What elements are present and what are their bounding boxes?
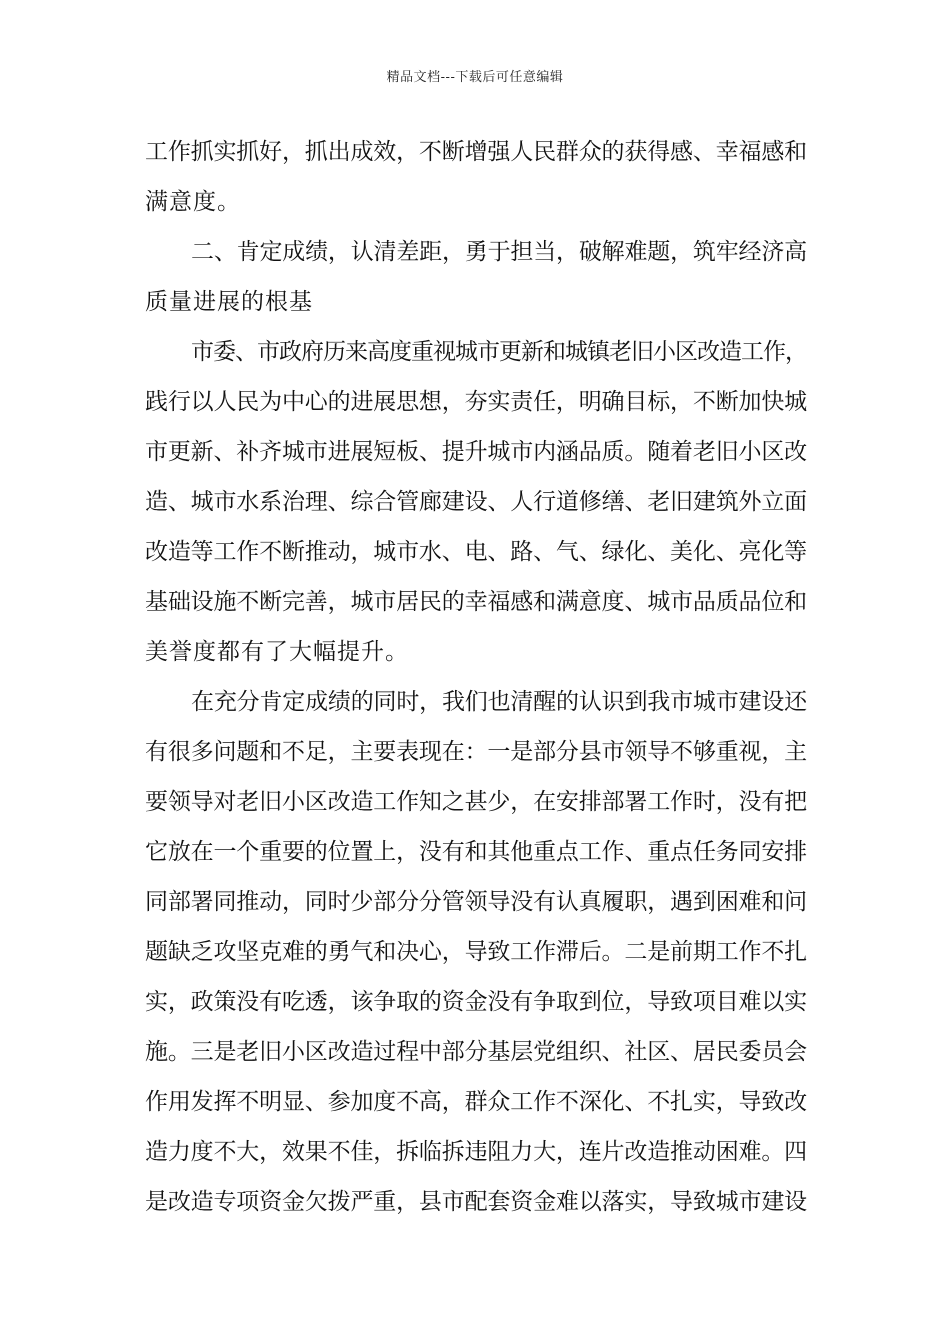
text-line: 市委、市政府历来高度重视城市更新和城镇老旧小区改造工作， [191, 339, 807, 365]
document-body [145, 127, 807, 1227]
text-line: 造力度不大，效果不佳，拆临拆违阻力大，连片改造推动困难。四 [145, 1139, 808, 1165]
text-line: 是改造专项资金欠拨严重，县市配套资金难以落实，导致城市建设 [145, 1189, 808, 1215]
page-header: 精品文档---下载后可任意编辑 [386, 70, 564, 85]
text-line: 在充分肯定成绩的同时，我们也清醒的认识到我市城市建设还 [191, 689, 808, 715]
text-line: 要领导对老旧小区改造工作知之甚少，在安排部署工作时，没有把 [145, 789, 808, 815]
text-line: 作用发挥不明显、参加度不高，群众工作不深化、不扎实，导致改 [145, 1089, 808, 1115]
text-line: 有很多问题和不足，主要表现在：一是部分县市领导不够重视，主 [145, 739, 808, 765]
text-line: 美誉度都有了大幅提升。 [145, 639, 409, 665]
text-line: 满意度。 [145, 189, 241, 215]
text-line: 同部署同推动，同时少部分分管领导没有认真履职，遇到困难和问 [145, 889, 808, 915]
text-line: 题缺乏攻坚克难的勇气和决心，导致工作滞后。二是前期工作不扎 [145, 939, 808, 965]
text-line: 工作抓实抓好，抓出成效，不断增强人民群众的获得感、幸福感和 [145, 139, 808, 165]
text-line: 它放在一个重要的位置上，没有和其他重点工作、重点任务同安排 [145, 839, 808, 865]
text-line: 二、肯定成绩，认清差距，勇于担当，破解难题，筑牢经济高 [191, 239, 808, 265]
text-line: 施。三是老旧小区改造过程中部分基层党组织、社区、居民委员会 [145, 1039, 808, 1065]
text-line: 改造等工作不断推动，城市水、电、路、气、绿化、美化、亮化等 [145, 539, 808, 565]
text-line: 造、城市水系治理、综合管廊建设、人行道修缮、老旧建筑外立面 [145, 489, 808, 515]
text-line: 践行以人民为中心的进展思想，夯实责任，明确目标，不断加快城 [145, 389, 808, 415]
text-line: 质量进展的根基 [145, 289, 313, 315]
text-line: 市更新、补齐城市进展短板、提升城市内涵品质。随着老旧小区改 [145, 439, 808, 465]
text-line: 基础设施不断完善，城市居民的幸福感和满意度、城市品质品位和 [145, 589, 808, 615]
text-line: 实，政策没有吃透，该争取的资金没有争取到位，导致项目难以实 [145, 989, 808, 1015]
